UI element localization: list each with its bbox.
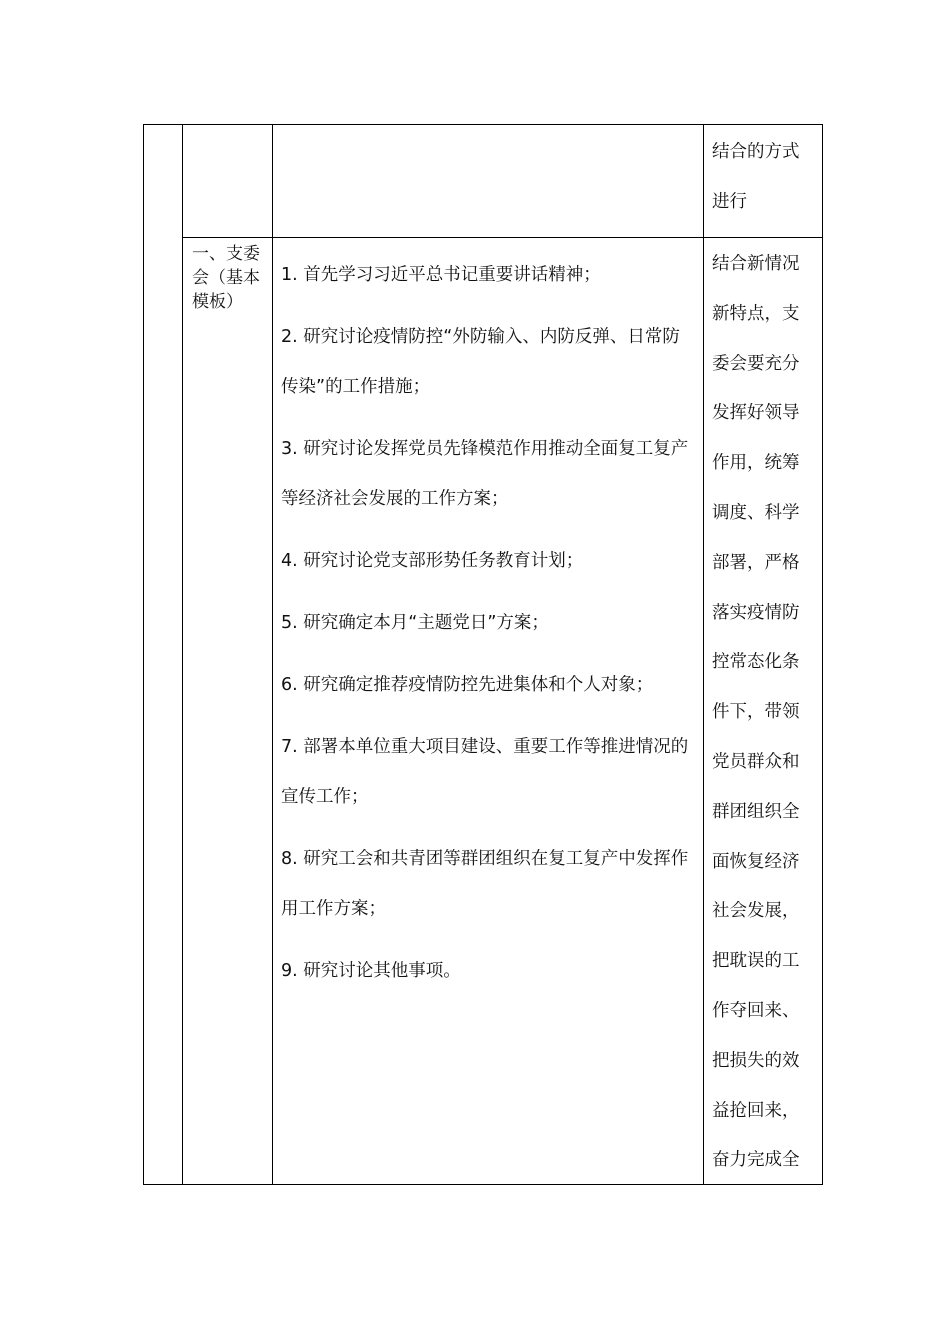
table-left-border <box>143 124 144 1185</box>
agenda-item: 9. 研究讨论其他事项。 <box>281 961 461 981</box>
agenda-item: 4. 研究讨论党支部形势任务教育计划； <box>281 551 584 571</box>
agenda-list <box>281 250 696 1008</box>
row-divider <box>182 237 823 238</box>
note-line: 件下，带领 <box>712 702 800 723</box>
note-line: 党员群众和 <box>712 751 800 772</box>
row2-note <box>712 240 816 1186</box>
note-line: 控常态化条 <box>712 652 800 673</box>
note-line: 面恢复经济 <box>712 851 800 872</box>
note-line: 把耽误的工 <box>712 951 800 972</box>
column-divider-1 <box>182 124 183 1185</box>
agenda-item: 2. 研究讨论疫情防控“外防输入、内防反弹、日常防传染”的工作措施； <box>281 327 680 397</box>
note-line: 发挥好领导 <box>712 403 800 424</box>
note-line: 新特点，支 <box>712 303 800 324</box>
note-line: 结合的方式 <box>712 142 800 162</box>
note-line: 社会发展， <box>712 901 800 922</box>
note-line: 作夺回来、 <box>712 1000 800 1021</box>
table-right-border <box>822 124 823 1185</box>
agenda-item: 8. 研究工会和共青团等群团组织在复工复产中发挥作用工作方案； <box>281 849 689 919</box>
note-line: 落实疫情防 <box>712 602 800 623</box>
note-line: 结合新情况 <box>712 254 800 274</box>
note-line: 群团组织全 <box>712 801 800 822</box>
agenda-item: 1. 首先学习习近平总书记重要讲话精神； <box>281 265 601 285</box>
note-line: 进行 <box>712 191 747 212</box>
note-line: 作用，统筹 <box>712 453 800 474</box>
agenda-item: 6. 研究确定推荐疫情防控先进集体和个人对象； <box>281 675 654 695</box>
note-line: 把损失的效 <box>712 1050 800 1071</box>
section-label: 一、支委会（基本模板） <box>192 244 260 312</box>
note-line: 益抢回来， <box>712 1100 800 1121</box>
note-line: 部署，严格 <box>712 552 800 573</box>
note-line: 奋力完成全 <box>712 1150 800 1171</box>
column-divider-3 <box>703 124 704 1185</box>
table-top-border <box>143 124 823 125</box>
agenda-item: 3. 研究讨论发挥党员先锋模范作用推动全面复工复产等经济社会发展的工作方案； <box>281 439 689 509</box>
row1-note <box>712 128 816 228</box>
note-line: 调度、科学 <box>712 502 800 523</box>
note-line: 委会要充分 <box>712 353 800 374</box>
agenda-item: 7. 部署本单位重大项目建设、重要工作等推进情况的宣传工作； <box>281 737 689 807</box>
agenda-item: 5. 研究确定本月“主题党日”方案； <box>281 613 549 633</box>
column-divider-2 <box>272 124 273 1185</box>
